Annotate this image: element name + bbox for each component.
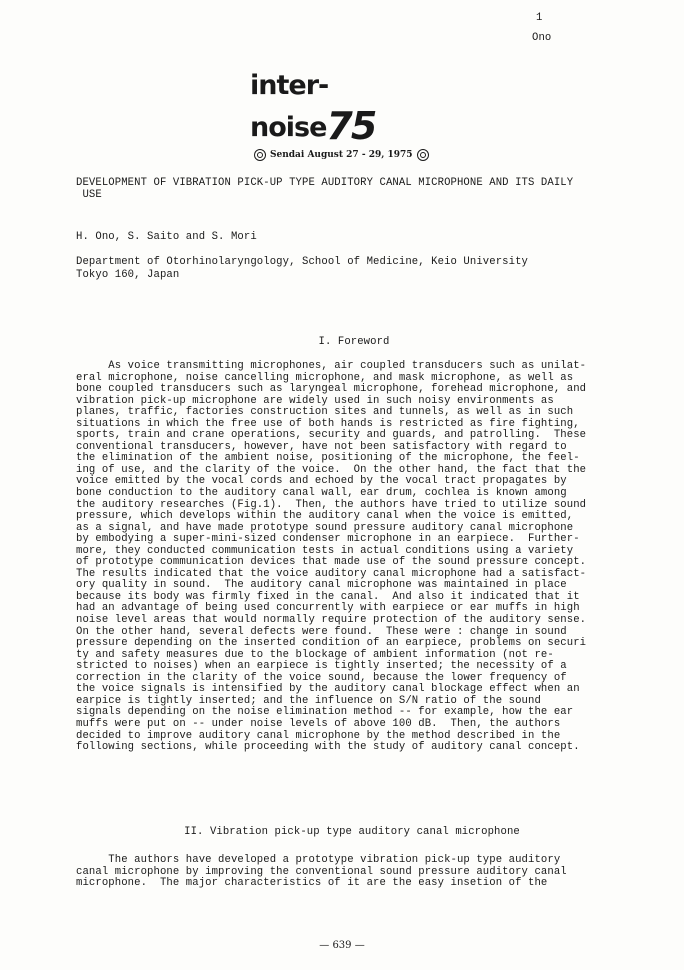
body-text-line: the elimination of the ambient noise, positioning of the microphone, the feel- (76, 452, 580, 465)
body-text-line: more, they conducted communication tests in actual conditions using a variety (76, 544, 574, 557)
body-text-line: As voice transmitting microphones, air coupled transducers such as unilat- (76, 360, 587, 372)
logo-title: inter-noise (250, 70, 329, 143)
body-text-line: planes, traffic, factories construction sites and tunnels, as well as in such (76, 406, 574, 419)
body-text-line: by embodying a super-mini-sized condenser microphone in an earpiece. Further- (76, 533, 580, 546)
page-footer: — 639 — (319, 940, 365, 951)
affiliation-line: Department of Otorhinolaryngology, School of Medicine, Keio University (76, 256, 529, 268)
body-text-line: noise level areas that would normally require protection of the auditory sense. (76, 614, 587, 627)
body-text-line: ty and safety measures due to the blockage of ambient information (not re- (76, 648, 554, 661)
logo-subtitle-row (250, 149, 450, 161)
body-text-line: ing of use, and the clarity of the voice. On the other hand, the fact that the (76, 463, 587, 476)
paper-authors: H. Ono, S. Saito and S. Mori (76, 231, 257, 243)
section-heading: II. Vibration pick-up type auditory canal microphone (184, 826, 520, 838)
body-text-line: eral microphone, noise cancelling microphone, and mask microphone, as well as (76, 371, 574, 384)
page-number: 1 (536, 12, 543, 24)
body-text-line: the voice signals is intensified by the auditory canal blockage effect when an (76, 683, 580, 696)
body-text-line: pressure, which develops within the auditory canal when the voice is emitted, (76, 510, 574, 523)
body-text-line: vibration pick-up microphone are widely used in such noisy environments as (76, 394, 554, 407)
body-text-line: decided to improve auditory canal microphone by the method described in the (76, 729, 561, 742)
body-text-line: bone conduction to the auditory canal wall, ear drum, cochlea is known among (76, 487, 567, 500)
conference-logo (250, 70, 450, 161)
body-text-line: microphone. The major characteristics of it are the easy insetion of the (76, 877, 548, 890)
body-text-line: On the other hand, several defects were found. These were : change in sound (76, 625, 567, 638)
body-text-line: correction in the clarity of the voice sound, because the lower frequency of (76, 671, 567, 684)
body-text-line: pressure depending on the inserted condition of an earpiece, problems on securi (76, 637, 587, 650)
body-text-line: of prototype communication devices that made use of the sound pressure concept. (76, 556, 587, 569)
body-text-line: conventional transducers, however, have not been satisfactory with regard to (76, 440, 567, 453)
body-text-line: signals depending on the noise elimination method -- for example, how the ear (76, 706, 574, 719)
body-text-line: stricted to noises) when an earpiece is tightly inserted; the necessity of a (76, 660, 567, 673)
body-text-line: because its body was firmly fixed in the canal. And also it indicated that it (76, 590, 580, 603)
affiliation-line: Tokyo 160, Japan (76, 268, 180, 281)
logo-year: 75 (326, 104, 376, 148)
logo-subtitle: Sendai August 27 - 29, 1975 (270, 150, 413, 160)
section-body (76, 855, 604, 890)
body-text-line: muffs were put on -- under noise levels of above 100 dB. Then, the authors (76, 717, 561, 730)
emblem-icon (417, 149, 429, 161)
body-text-line: The results indicated that the voice auditory canal microphone had a satisfact- (76, 567, 587, 580)
running-author: Ono (532, 32, 552, 44)
paper-affiliation (76, 256, 528, 281)
body-text-line: The authors have developed a prototype vibration pick-up type auditory (76, 854, 561, 866)
paper-title (76, 177, 596, 201)
body-text-line: bone coupled transducers such as laryngeal microphone, forehead microphone, and (76, 383, 587, 396)
body-text-line: canal microphone by improving the conventional sound pressure auditory canal (76, 865, 567, 878)
section-heading: I. Foreword (318, 336, 390, 348)
emblem-icon (254, 149, 266, 161)
body-text-line: earpice is tightly inserted; and the influence on S/N ratio of the sound (76, 694, 541, 707)
body-text-line: situations in which the free use of both hands is restricted as fire fighting, (76, 417, 580, 430)
body-text-line: as a signal, and have made prototype sound pressure auditory canal microphone (76, 521, 574, 534)
title-line: DEVELOPMENT OF VIBRATION PICK-UP TYPE AUDITORY CANAL MICROPHONE AND ITS DAILY (76, 177, 574, 189)
body-text-line: following sections, while proceeding with the study of auditory canal concept. (76, 741, 580, 754)
body-text-line: sports, train and crane operations, security and guards, and patrolling. These (76, 429, 587, 442)
body-text-line: ory quality in sound. The auditory canal microphone was maintained in place (76, 579, 567, 592)
body-text-line: had an advantage of being used concurrently with earpiece or ear muffs in high (76, 602, 580, 615)
body-text-line: the auditory researches (Fig.1). Then, the authors have tried to utilize sound (76, 498, 587, 511)
section-body (76, 361, 604, 754)
title-line: USE (76, 189, 102, 201)
body-text-line: voice emitted by the vocal cords and echoed by the vocal tract propagates by (76, 475, 567, 488)
